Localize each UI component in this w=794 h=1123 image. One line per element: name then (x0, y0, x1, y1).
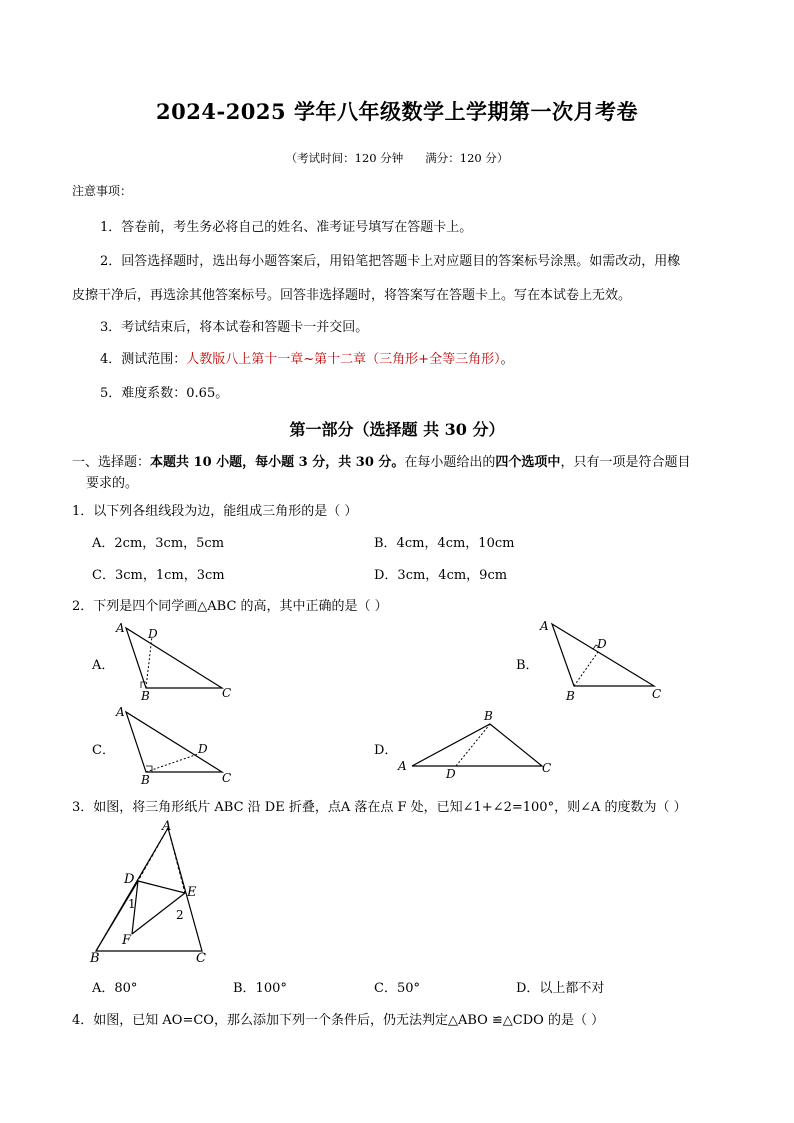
notice-heading: 注意事项： (72, 184, 133, 198)
label-a: A (116, 621, 125, 635)
angle-2-label: 2 (176, 908, 184, 922)
q2-figure-d (394, 708, 558, 784)
q2-option-a: A． (92, 658, 115, 673)
label-e: E (187, 885, 197, 900)
notice-item-4-prefix: 4．测试范围： (100, 352, 187, 367)
q3-option-d: D．以上都不对 (516, 981, 605, 996)
q2-figure-a (110, 620, 240, 702)
notice-item-3: 3．考试结束后，将本试卷和答题卡一并交回。 (100, 320, 369, 335)
notice-item-1: 1．答卷前，考生务必将自己的姓名、准考证号填写在答题卡上。 (100, 220, 473, 235)
label-c: C (222, 771, 232, 785)
label-d: D (446, 767, 456, 781)
q1-stem: 1．以下列各组线段为边，能组成三角形的是（ ） (72, 504, 358, 519)
q1-option-b: B．4cm，4cm，10cm (374, 536, 515, 551)
label-c: C (222, 686, 232, 700)
q4-stem: 4．如图，已知 AO=CO，那么添加下列一个条件后，仍无法判定△ABO ≌△CDO 的是（ ） (72, 1013, 605, 1028)
label-d: D (597, 637, 607, 651)
instr-prefix: 一、选择题： (72, 455, 151, 470)
label-b: B (141, 773, 150, 787)
part1-instructions-line-2: 要求的。 (86, 476, 139, 491)
label-b: B (90, 951, 100, 966)
label-f: F (122, 933, 132, 948)
part1-instructions (72, 451, 690, 470)
q2-figure-b (534, 614, 668, 706)
exam-subtitle (0, 150, 794, 166)
q2-option-b: B． (516, 658, 539, 673)
label-b: B (566, 689, 575, 703)
q3-figure (86, 820, 214, 966)
label-a: A (540, 619, 549, 633)
q3-option-a: A．80° (92, 981, 138, 996)
part1-heading: 第一部分（选择题 共 30 分） (289, 420, 505, 439)
label-d: D (148, 627, 158, 641)
angle-1-label: 1 (128, 897, 136, 911)
q1-option-d: D．3cm，4cm，9cm (374, 568, 508, 583)
label-c: C (542, 761, 552, 775)
exam-score: 满分：120 分） (425, 151, 509, 165)
notice-item-4 (100, 348, 514, 367)
instr-bold-2: 四个选项中 (495, 455, 561, 470)
instr-end: ，只有一项是符合题目 (560, 455, 691, 470)
label-b: B (484, 709, 493, 723)
label-c: C (196, 951, 206, 966)
label-a: A (398, 759, 407, 773)
label-d: D (124, 872, 135, 887)
test-range: 人教版八上第十一章~第十二章（三角形+全等三角形） (186, 352, 501, 367)
label-d: D (198, 742, 208, 756)
notice-item-4-suffix: 。 (500, 352, 514, 367)
label-a: A (162, 819, 172, 834)
q2-option-c: C． (92, 743, 115, 758)
notice-item-2-line-1: 2．回答选择题时，选出每小题答案后，用铅笔把答题卡上对应题目的答案标号涂黑。如需改动，用橡 (100, 254, 681, 269)
q1-option-c: C．3cm，1cm，3cm (92, 568, 225, 583)
q3-option-c: C．50° (374, 981, 420, 996)
notice-item-2-line-2: 皮擦干净后，再选涂其他答案标号。回答非选择题时，将答案写在答题卡上。写在本试卷上无效。 (72, 288, 632, 303)
q3-option-b: B．100° (233, 981, 287, 996)
notice-item-5: 5．难度系数：0.65。 (100, 386, 229, 401)
q2-figure-c (110, 704, 240, 786)
q1-option-a: A．2cm，3cm，5cm (92, 536, 225, 551)
label-c: C (652, 687, 662, 701)
q2-stem: 2．下列是四个同学画△ABC 的高，其中正确的是（ ） (72, 599, 388, 614)
label-a: A (116, 705, 125, 719)
instr-mid: 在每小题给出的 (404, 455, 496, 470)
q3-stem: 3．如图，将三角形纸片 ABC 沿 DE 折叠，点A 落在点 F 处，已知∠1+∠2=100°，则∠A 的度数为（ ） (72, 800, 687, 815)
q2-option-d: D． (374, 743, 398, 758)
exam-title: 2024-2025 学年八年级数学上学期第一次月考卷 (156, 99, 638, 124)
label-b: B (141, 689, 150, 703)
instr-bold-1: 本题共 10 小题，每小题 3 分，共 30 分。 (150, 455, 405, 470)
exam-time: （考试时间：120 分钟 (285, 151, 404, 165)
